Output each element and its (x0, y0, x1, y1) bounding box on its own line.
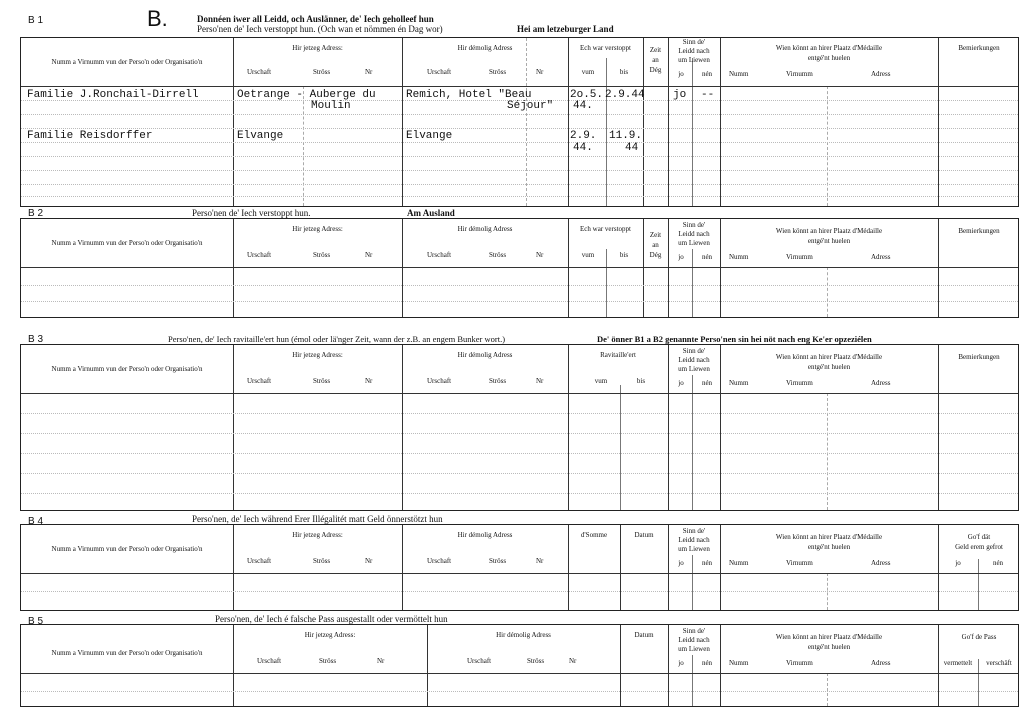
col-no: nén (701, 379, 713, 387)
col-medal-a: Wien könnt an hirer Plaatz d'Médaille (775, 44, 883, 52)
table-b5 (20, 624, 1019, 707)
section-b1-title-bar (20, 6, 1019, 34)
col-medal-addr: Adress (871, 659, 891, 667)
col-yes: jo (678, 379, 684, 387)
col-current-address-header: Hir jetzeg Adress: (304, 631, 356, 639)
col-medal-b: entgé'nt huelen (807, 643, 851, 651)
col-street: Ströss (313, 557, 331, 565)
col-nr: Nr (536, 68, 544, 76)
col-suffered-b: Leidd nach (678, 47, 710, 55)
section-code: B 1 (28, 15, 44, 26)
col-name-header: Numm a Virnumm vun der Perso'n oder Organisatio'n (51, 649, 203, 657)
col-supplied-header: Ravitaille'ert (600, 351, 636, 359)
col-current-address-header: Hir jetzeg Adress: (292, 44, 343, 52)
col-suffered-a: Sinn de' (682, 527, 706, 535)
col-time-c: Dég (649, 66, 662, 74)
row1-yes: jo (673, 89, 687, 101)
col-time-a: Zeit (649, 231, 662, 239)
col-nr: Nr (365, 377, 373, 385)
col-medal-name: Numm (729, 659, 749, 667)
table-b4 (20, 524, 1019, 611)
table-b2 (20, 218, 1019, 318)
col-pass: Go'f de Pass (961, 633, 997, 641)
col-former-address-header: Hir démolig Adress (457, 531, 513, 539)
col-no: nén (992, 559, 1004, 567)
section-code: B 2 (28, 208, 44, 219)
col-sum: d'Somme (580, 531, 608, 539)
col-yes: jo (678, 559, 684, 567)
col-medal-first: Virnumm (786, 253, 813, 261)
col-locality: Urschaft (427, 68, 452, 76)
col-yes: jo (678, 253, 684, 261)
section-title-suffix: De' önner B1 a B2 genannte Perso'nen sin hei nöt nach eng Ke'er opzeziélen (597, 334, 872, 344)
section-b2 (20, 205, 1019, 320)
row1-to: 2.9.44 (605, 89, 645, 101)
col-street: Ströss (319, 657, 337, 665)
col-date: Datum (634, 631, 654, 639)
row1-current-addr: Oetrange - Auberge du (237, 89, 376, 101)
col-current-address-header: Hir jetzeg Adress: (292, 225, 343, 233)
col-time-c: Dég (649, 251, 662, 259)
col-medal-addr: Adress (871, 253, 891, 261)
col-medal-a: Wien könnt an hirer Plaatz d'Médaille (775, 533, 883, 541)
col-nr: Nr (377, 657, 385, 665)
col-current-address-header: Hir jetzeg Adress: (292, 531, 343, 539)
col-time-b: an (652, 241, 659, 249)
col-medal-a: Wien könnt an hirer Plaatz d'Médaille (775, 227, 883, 235)
section-code: B 3 (28, 334, 44, 345)
section-b5 (20, 613, 1019, 717)
col-hid-header: Ech war verstoppt (580, 44, 631, 52)
col-locality: Urschaft (247, 68, 272, 76)
section-title-suffix: Am Ausland (407, 208, 455, 218)
col-suffered-a: Sinn de' (682, 38, 706, 46)
table-b1 (20, 37, 1019, 207)
col-medal-b: entgé'nt huelen (807, 363, 851, 371)
col-gave-money-b: Geld erem gefrot (955, 543, 1003, 551)
row1-former-addr: Remich, Hotel "Beau (406, 89, 532, 101)
col-locality: Urschaft (467, 657, 492, 665)
col-to: bis (619, 68, 629, 76)
col-street: Ströss (527, 657, 545, 665)
col-nr: Nr (365, 557, 373, 565)
section-title-line1: Donnéen iwer all Leidd, och Auslänner, de' Iech geholleef hun (197, 14, 434, 24)
col-from: vum (594, 377, 608, 385)
col-medal-a: Wien könnt an hirer Plaatz d'Médaille (775, 353, 883, 361)
col-nr: Nr (536, 251, 544, 259)
col-name-header: Numm a Virnumm vun der Perso'n oder Organisatio'n (51, 239, 203, 247)
col-medal-name: Numm (729, 379, 749, 387)
col-suffered-b: Leidd nach (678, 356, 710, 364)
col-to: bis (636, 377, 646, 385)
col-locality: Urschaft (427, 251, 452, 259)
col-former-address-header: Hir démolig Adress (457, 225, 513, 233)
col-locality: Urschaft (257, 657, 282, 665)
row1-former-addr2: Séjour" (507, 100, 554, 112)
col-suffered-b: Leidd nach (678, 636, 710, 644)
col-medal-first: Virnumm (786, 559, 813, 567)
col-medal-a: Wien könnt an hirer Plaatz d'Médaille (775, 633, 883, 641)
row1-current-addr2: Moulin (311, 100, 351, 112)
col-medal-first: Virnumm (786, 70, 813, 78)
section-big-letter: B. (147, 6, 168, 31)
section-b4 (20, 513, 1019, 611)
col-medal-first: Virnumm (786, 659, 813, 667)
row2-to: 11.9. (609, 130, 643, 142)
col-medal-name: Numm (729, 253, 749, 261)
col-street: Ströss (313, 68, 331, 76)
row2-from: 2.9. (570, 130, 597, 142)
col-suffered-a: Sinn de' (682, 221, 706, 229)
row1-name: Familie J.Ronchail-Dirrell (27, 89, 199, 101)
col-medal-addr: Adress (871, 70, 891, 78)
col-locality: Urschaft (247, 251, 272, 259)
col-suffered-c: um Liewen (678, 545, 710, 553)
section-code: B 4 (28, 516, 44, 527)
col-nr: Nr (365, 68, 373, 76)
row1-from2: 44. (573, 100, 593, 112)
col-nr: Nr (536, 377, 544, 385)
section-code: B 5 (28, 616, 44, 627)
col-medal-first: Virnumm (786, 379, 813, 387)
col-time-a: Zeit (649, 46, 662, 54)
col-medal-b: entgé'nt huelen (807, 543, 851, 551)
col-suffered-b: Leidd nach (678, 230, 710, 238)
col-time-b: an (652, 56, 659, 64)
col-suffered-b: Leidd nach (678, 536, 710, 544)
col-suffered-c: um Liewen (678, 239, 710, 247)
col-no: nén (701, 70, 713, 78)
col-suffered-c: um Liewen (678, 365, 710, 373)
col-remarks: Bemierkungen (958, 44, 1000, 52)
col-made: verschäft (986, 659, 1012, 667)
section-title: Perso'nen, de' Iech ravitaille'ert hun (émol oder lä'nger Zeit, wann der z.B. an engem Bunker wort.) (168, 334, 506, 344)
row2-current-addr: Elvange (237, 130, 284, 142)
col-locality: Urschaft (427, 557, 452, 565)
col-hid-header: Ech war verstoppt (580, 225, 631, 233)
row2-former-addr: Elvange (406, 130, 453, 142)
col-street: Ströss (489, 251, 507, 259)
col-former-address-header: Hir démolig Adress (457, 44, 513, 52)
col-no: nén (701, 659, 713, 667)
section-b3 (20, 331, 1019, 511)
row2-from2: 44. (573, 142, 593, 154)
col-name-header: Numm a Virnumm vun der Perso'n oder Organisatio'n (51, 58, 203, 66)
col-medal-name: Numm (729, 559, 749, 567)
col-to: bis (619, 251, 629, 259)
section-title-line2: Perso'nen de' Iech verstoppt hun. (Och wan et nömmen én Dag wor) (197, 24, 443, 34)
row1-from: 2o.5. (570, 89, 604, 101)
col-remarks: Bemierkungen (958, 353, 1000, 361)
section-b1 (20, 6, 1019, 207)
col-yes: jo (955, 559, 961, 567)
col-yes: jo (678, 659, 684, 667)
row2-to2: 44 (625, 142, 639, 154)
col-current-address-header: Hir jetzeg Adress: (292, 351, 343, 359)
col-suffered-a: Sinn de' (682, 347, 706, 355)
col-medal-addr: Adress (871, 559, 891, 567)
col-locality: Urschaft (427, 377, 452, 385)
col-no: nén (701, 559, 713, 567)
table-b3 (20, 344, 1019, 511)
col-nr: Nr (569, 657, 577, 665)
col-street: Ströss (489, 68, 507, 76)
col-suffered-c: um Liewen (678, 56, 710, 64)
section-title-line2-suffix: Hei am letzeburger Land (517, 24, 614, 34)
col-nr: Nr (365, 251, 373, 259)
col-street: Ströss (313, 251, 331, 259)
col-name-header: Numm a Virnumm vun der Perso'n oder Organisatio'n (51, 545, 203, 553)
col-name-header: Numm a Virnumm vun der Perso'n oder Organisatio'n (51, 365, 203, 373)
col-gave-money-a: Go'f dät (967, 533, 991, 541)
col-street: Ströss (489, 377, 507, 385)
col-medal-addr: Adress (871, 379, 891, 387)
col-no: nén (701, 253, 713, 261)
col-yes: jo (678, 70, 684, 78)
col-suffered-c: um Liewen (678, 645, 710, 653)
row1-no: -- (701, 89, 715, 101)
section-title: Perso'nen, de' Iech während Erer Illégalitét matt Geld önnerstötzt hun (192, 514, 443, 524)
col-issued: vermettelt (943, 659, 973, 667)
col-street: Ströss (313, 377, 331, 385)
col-street: Ströss (489, 557, 507, 565)
col-suffered-a: Sinn de' (682, 627, 706, 635)
col-medal-name: Numm (729, 70, 749, 78)
col-medal-b: entgé'nt huelen (807, 237, 851, 245)
col-from: vum (581, 251, 595, 259)
section-title: Perso'nen, de' Iech é falsche Pass ausgestallt oder vermöttelt hun (215, 614, 448, 624)
col-medal-b: entgé'nt huelen (807, 54, 851, 62)
col-date: Datum (634, 531, 654, 539)
col-nr: Nr (536, 557, 544, 565)
col-former-address-header: Hir démolig Adress (496, 631, 551, 639)
col-locality: Urschaft (247, 557, 272, 565)
row2-name: Familie Reisdorffer (27, 130, 153, 142)
col-locality: Urschaft (247, 377, 272, 385)
col-remarks: Bemierkungen (958, 227, 1000, 235)
col-former-address-header: Hir démolig Adress (457, 351, 513, 359)
section-title: Perso'nen de' Iech verstoppt hun. (192, 208, 311, 218)
col-from: vum (581, 68, 595, 76)
